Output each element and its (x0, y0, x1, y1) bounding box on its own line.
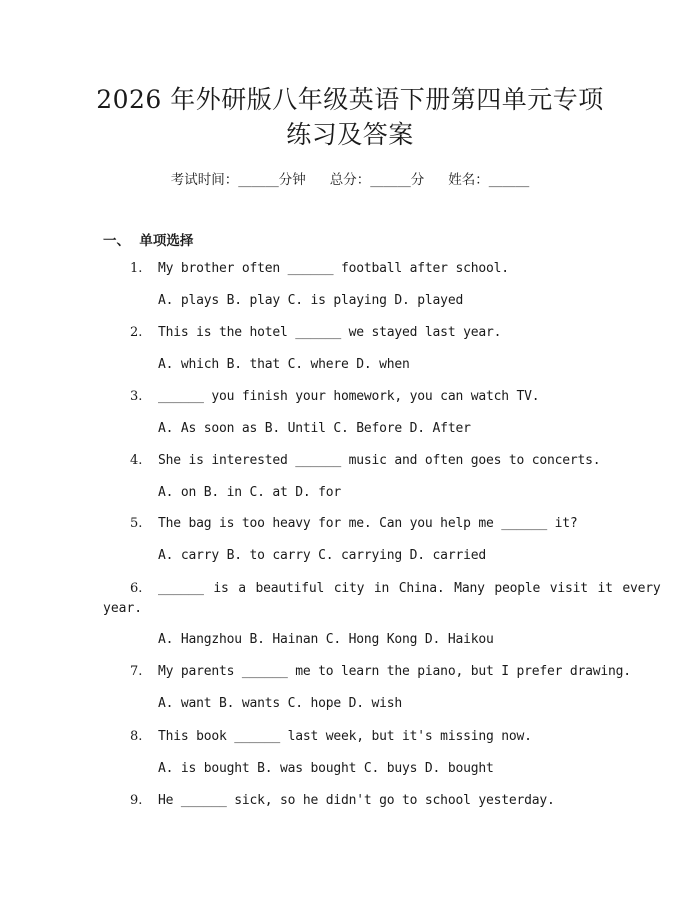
question-number: 7. (130, 664, 143, 679)
exam-meta (0, 168, 700, 188)
exam-time-field: 考试时间：______分钟 (170, 172, 306, 188)
student-name-field: 姓名：______ (448, 172, 530, 188)
question-number: 6. (130, 581, 143, 596)
page-title-line-2: 练习及答案 (286, 120, 414, 149)
question-text: He ______ sick, so he didn't go to school yesterday. (158, 793, 555, 808)
question-number: 5. (130, 516, 143, 531)
question-number: 1. (130, 261, 143, 276)
question-options: A. As soon as B. Until C. Before D. After (158, 421, 471, 436)
question-number: 2. (130, 325, 143, 340)
question-text: The bag is too heavy for me. Can you help me ______ it? (158, 516, 578, 531)
question-options: A. is bought B. was bought C. buys D. bought (158, 761, 494, 776)
question-number: 4. (130, 453, 143, 468)
total-score-field: 总分：______分 (329, 172, 425, 188)
question-options: A. on B. in C. at D. for (158, 485, 342, 500)
question-text: This is the hotel ______ we stayed last year. (158, 325, 502, 340)
question-text: My parents ______ me to learn the piano, but I prefer drawing. (158, 664, 631, 679)
question-options: A. which B. that C. where D. when (158, 357, 410, 372)
question-text-continued: year. (103, 601, 143, 616)
question-number: 9. (130, 793, 143, 808)
question-text: My brother often ______ football after school. (158, 261, 509, 276)
section-heading: 一、 单项选择 (103, 233, 194, 249)
question-options: A. plays B. play C. is playing D. played (158, 293, 464, 308)
question-number: 3. (130, 389, 143, 404)
page-title-line-1: 2026 年外研版八年级英语下册第四单元专项 (96, 85, 604, 114)
question-options: A. carry B. to carry C. carrying D. carried (158, 548, 486, 563)
question-options: A. want B. wants C. hope D. wish (158, 696, 403, 711)
question-text: She is interested ______ music and often goes to concerts. (158, 453, 601, 468)
question-number: 8. (130, 729, 143, 744)
question-text: ______ is a beautiful city in China. Many people visit it every (158, 581, 661, 596)
question-options: A. Hangzhou B. Hainan C. Hong Kong D. Haikou (158, 632, 494, 647)
question-text: This book ______ last week, but it's missing now. (158, 729, 532, 744)
question-text: ______ you finish your homework, you can watch TV. (158, 389, 540, 404)
